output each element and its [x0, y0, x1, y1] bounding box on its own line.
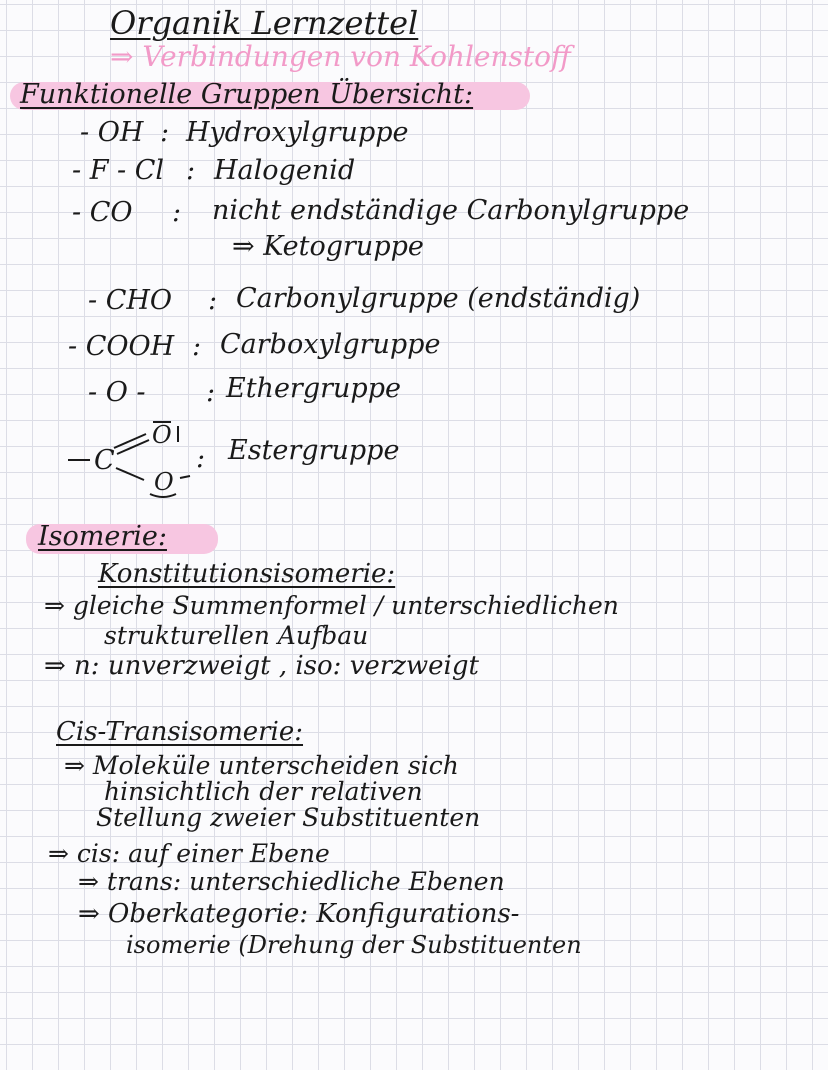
group-separator: : [208, 285, 218, 316]
group-name: Carbonylgruppe (endständig) [236, 283, 641, 314]
konstitution-heading: Konstitutionsisomerie: [98, 559, 396, 589]
cistrans-line: hinsichtlich der relativen [104, 777, 423, 806]
group-name: nicht endständige Carbonylgruppe [212, 195, 690, 226]
cistrans-line: ⇒ Oberkategorie: Konfigurations- [78, 899, 520, 929]
group-name: Carboxylgruppe [220, 329, 441, 360]
group-formula: - O - [88, 377, 146, 408]
cistrans-line: ⇒ cis: auf einer Ebene [48, 839, 330, 868]
ester-single-bond [116, 468, 144, 480]
konstitution-line: strukturellen Aufbau [104, 621, 369, 650]
ester-bond-right [180, 476, 190, 478]
group-formula: - CO [72, 197, 133, 228]
group-separator: : [186, 155, 196, 186]
isomerie-heading: Isomerie: [38, 521, 167, 552]
ester-oxygen-bottom: O [154, 468, 174, 496]
cistrans-line: ⇒ Moleküle unterscheiden sich [64, 751, 459, 780]
group-note: ⇒ Ketogruppe [232, 231, 424, 262]
group-separator: : [160, 117, 170, 148]
group-separator: : [196, 443, 206, 474]
group-name: Ethergruppe [226, 373, 401, 404]
konstitution-line: ⇒ gleiche Summenformel / unterschiedlichen [44, 591, 619, 620]
group-separator: : [192, 331, 202, 362]
page-title: Organik Lernzettel [110, 4, 419, 42]
ester-structure-drawing [60, 418, 210, 498]
group-name: Hydroxylgruppe [186, 117, 409, 148]
ester-double-bond-b [117, 440, 149, 454]
group-separator: : [206, 377, 216, 408]
konstitution-line: ⇒ n: unverzweigt , iso: verzweigt [44, 651, 479, 681]
cistrans-heading: Cis-Transisomerie: [56, 717, 304, 747]
group-formula: - F - Cl [72, 155, 165, 186]
ester-carbon: C [94, 445, 115, 476]
functional-groups-heading: Funktionelle Gruppen Übersicht: [20, 79, 474, 110]
group-formula: - OH [80, 117, 144, 148]
ester-double-bond-a [114, 434, 146, 448]
ester-oxygen-top: O [152, 421, 172, 449]
group-formula: - CHO [88, 285, 173, 316]
page-subtitle: ⇒ Verbindungen von Kohlenstoff [110, 40, 571, 73]
group-name: Halogenid [214, 155, 356, 186]
cistrans-line: ⇒ trans: unterschiedliche Ebenen [78, 867, 505, 896]
group-formula: - COOH [68, 331, 175, 362]
cistrans-line: Stellung zweier Substituenten [96, 803, 481, 832]
group-name: Estergruppe [228, 435, 400, 466]
group-separator: : [172, 197, 182, 228]
cistrans-line: isomerie (Drehung der Substituenten [126, 931, 582, 959]
